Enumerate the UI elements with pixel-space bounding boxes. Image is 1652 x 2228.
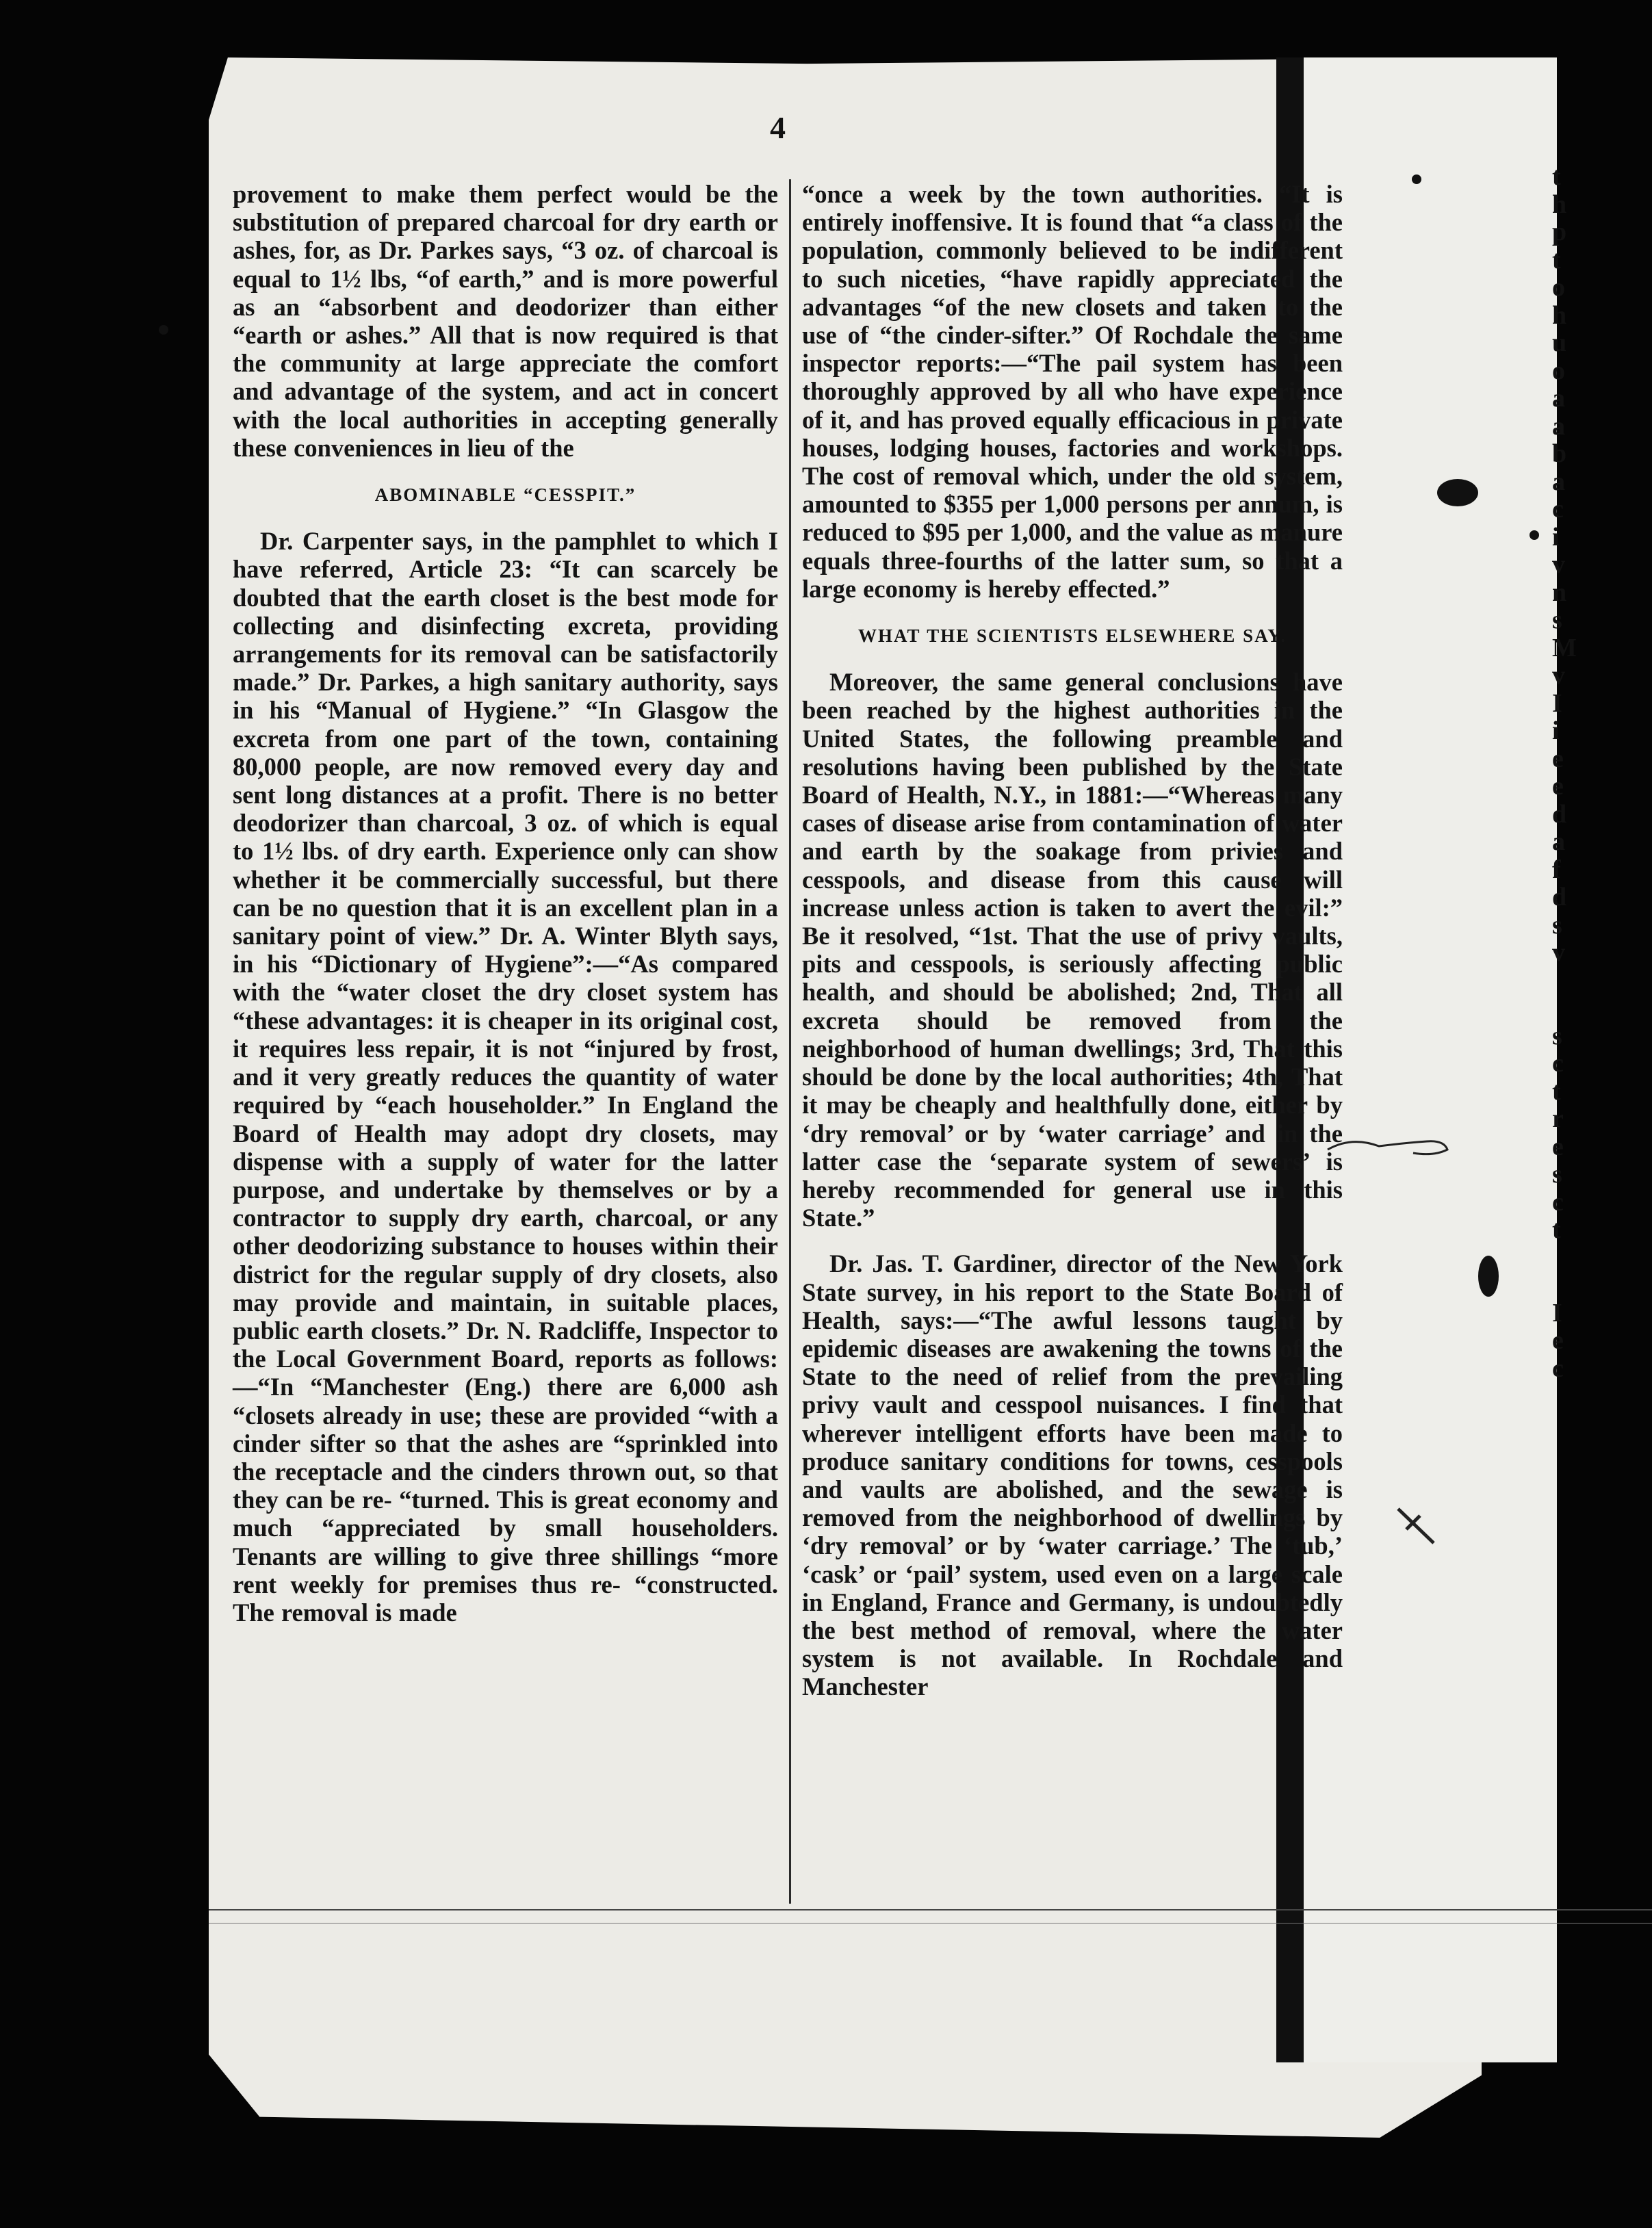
margin-pen-mark xyxy=(1393,1502,1441,1550)
ink-blot xyxy=(1437,479,1478,506)
right-paragraph-1: “once a week by the town authorities. “It is entirely inoffensive. It is found that “a class of the population, commonly believed to be indifferent to such niceties, “have rapidly appreciated the advantages “of the new closets and taken to the use of “the cinder-sifter.” Of Rochdale the same inspector reports:—“The pail system has been thoroughly approved by all who have experience of it, and has proved equally efficacious in private houses, lodging houses, factories and workshops. The cost of removal which, under the old system, amounted to $355 per 1,000 persons per annum, is reduced to $95 per 1,000, and the value as manure equals three-fourths of the latter sum, so that a large economy is hereby effected.” xyxy=(802,180,1343,603)
right-section-heading: WHAT THE SCIENTISTS ELSEWHERE SAY. xyxy=(857,625,1287,647)
left-section-heading: ABOMINABLE “CESSPIT.” xyxy=(374,484,636,506)
left-paragraph-2: Dr. Carpenter says, in the pamphlet to which I have referred, Article 23: “It can scarcely be doubted that the earth closet is the best mode for collecting and disinfecting excreta, providing arrangements for its removal can be satisfactorily made.” Dr. Parkes, a high sanitary authority, says in his “Manual of Hygiene.” “In Glasgow the excreta from one part of the town, containing 80,000 people, are now removed every day and sent long distances at a profit. There is no better deodorizer than charcoal, 3 oz. of which is equal to 1½ lbs. of dry earth. Experience only can show whether it be commercially successful, but there can be no question that it is an excellent plan in a sanitary point of view.” Dr. A. Winter Blyth says, in his “Dictionary of Hygiene”:—“As compared with the “water closet the dry closet system has “these advantages: it is cheaper in its original cost, it requires less repair, it is not “injured by frost, and it very greatly reduces the quantity of water required by “each householder.” In England the Board of Health may adopt dry closets, may dispense with a supply of water for the latter purpose, and undertake by themselves or by a contractor to supply dry earth, charcoal, or any other deodorizing substance to houses within their district for the regular supply of dry closets, also may provide and maintain, in suitable places, public earth closets.” Dr. N. Radcliffe, Inspector to the Local Government Board, reports as follows:—“In “Manchester (Eng.) there are 6,000 ash “closets already in use; these are provided “with a cinder sifter so that the ashes are “sprinkled into the receptacle and the cinders thrown out, so that they can be re- “turned. This is great economy and much “appreciated by small householders. Tenants are willing to give three shillings “more rent weekly for premises thus re- “constructed. The removal is made xyxy=(233,527,778,1627)
right-paragraph-2: Moreover, the same general conclusions have been reached by the highest authorities in the United States, the following preamble and resolutions having been published by the State Board of Health, N.Y., in 1881:—“Whereas many cases of disease arise from contamination of water and earth by the soakage from privies and cesspools, and disease from this cause will increase unless action is taken to avert the evil:” Be it resolved, “1st. That the use of privy vaults, pits and cesspools, is seriously affecting public health, and should be abolished; 2nd, That all excreta should be removed from the neighborhood of human dwellings; 3rd, That this should be done by the local authorities; 4th, That it may be cheaply and healthfully done, either by ‘dry removal’ or by ‘water carriage’ and in the latter case the ‘separate system of sewers’ is hereby recommended for general use in this State.” xyxy=(802,668,1343,1232)
column-divider xyxy=(789,179,791,1904)
ink-speck xyxy=(1412,174,1421,184)
bottom-scan-line xyxy=(209,1909,1652,1910)
left-paragraph-1: provement to make them perfect would be the substitution of prepared charcoal for dry earth or ashes, for, as Dr. Parkes says, “3 oz. of charcoal is equal to 1½ lbs, “of earth,” and is more powerful as an “absorbent and deodorizer than either “earth or ashes.” All that is now required is that the community at large appreciate the comfort and advantage of the system, and act in concert with the local authorities in accepting generally these conveniences in lieu of the xyxy=(233,180,778,462)
left-column xyxy=(233,180,778,1627)
right-paragraph-3: Dr. Jas. T. Gardiner, director of the New York State survey, in his report to the State Board of Health, says:—“The awful lessons taught by epidemic diseases are awakening the towns of the State to the need of relief from the prevailing privy vault and cesspool nuisances. I find that wherever intelligent efforts have been made to produce sanitary conditions for towns, cesspools and vaults are abolished, and the sewage is removed from the neighborhood of dwellings by ‘dry removal’ or by ‘water carriage.’ The ‘tub,’ ‘cask’ or ‘pail’ system, used even on a large scale in England, France and Germany, is undoubtedly the best method of removal, where the water system is not available. In Rochdale and Manchester xyxy=(802,1249,1343,1701)
margin-pen-mark xyxy=(1324,1122,1461,1177)
adjacent-page-text-fragment: t h p t o h u o a a b a c i v n s M v I i e e d a f d s v s c t r e s c t I e c xyxy=(1552,163,1577,1382)
ink-blot xyxy=(1478,1256,1499,1297)
ink-speck xyxy=(159,325,168,335)
page-number: 4 xyxy=(770,110,786,145)
right-column xyxy=(802,180,1343,1701)
ink-speck xyxy=(1530,530,1539,540)
